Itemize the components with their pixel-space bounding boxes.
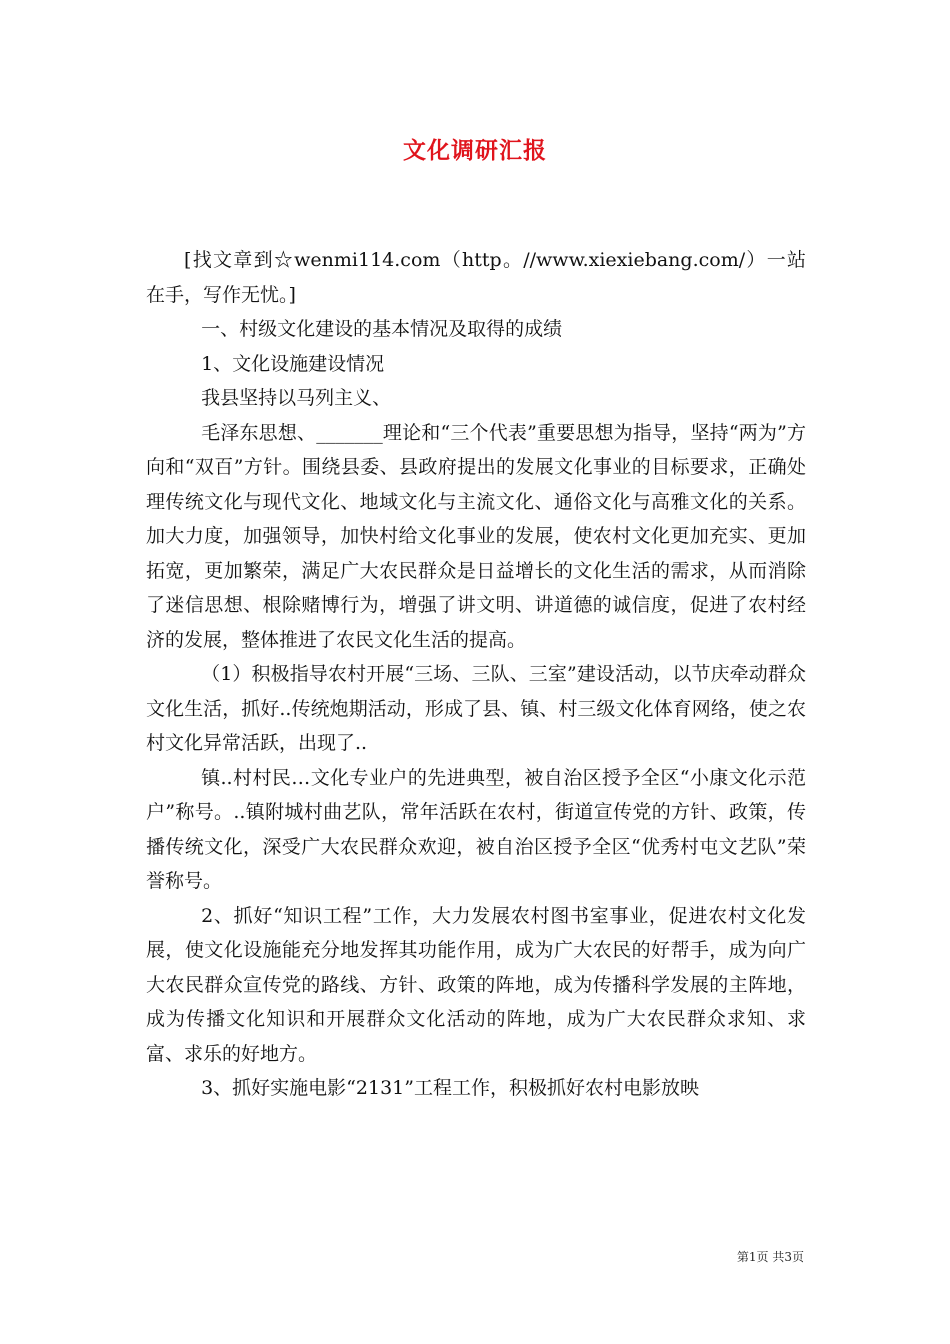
document-body bbox=[146, 243, 806, 1106]
paragraph-4: 镇..村村民…文化专业户的先进典型，被自治区授予全区“小康文化示范户”称号。..镇附城村曲艺队，常年活跃在农村，街道宣传党的方针、政策，传播传统文化，深受广大农民群众欢迎，被自治区授予全区“优秀村屯文艺队”荣誉称号。 bbox=[146, 766, 806, 892]
paragraph-6: 3、抓好实施电影“2131”工程工作，积极抓好农村电影放映 bbox=[201, 1077, 699, 1099]
paragraph-2: 毛泽东思想、_______理论和“三个代表”重要思想为指导，坚持“两为”方向和“双百”方针。围绕县委、县政府提出的发展文化事业的目标要求，正确处理传统文化与现代文化、地域文化与主流文化、通俗文化与高雅文化的关系。加大力度，加强领导，加快村给文化事业的发展，使农村文化更加充实、更加拓宽，更加繁荣，满足广大农民群众是日益增长的文化生活的需求，从而消除了迷信思想、根除赌博行为，增强了讲文明、讲道德的诚信度，促进了农村经济的发展，整体推进了农民文化生活的提高。 bbox=[146, 421, 806, 651]
page-number: 第1页 共3页 bbox=[736, 1250, 804, 1264]
subsection-heading-1: 1、文化设施建设情况 bbox=[201, 352, 385, 375]
paragraph-source-note: [找文章到☆wenmi114.com（http。//www.xiexiebang.com/）一站在手，写作无忧。] bbox=[146, 249, 806, 306]
paragraph-3: （1）积极指导农村开展“三场、三队、三室”建设活动，以节庆牵动群众文化生活，抓好..传统炮期活动，形成了县、镇、村三级文化体育网络，使之农村文化异常活跃，出现了.. bbox=[146, 663, 806, 754]
document-title: 文化调研汇报 bbox=[403, 137, 547, 164]
section-heading-1: 一、村级文化建设的基本情况及取得的成绩 bbox=[201, 318, 563, 340]
paragraph-1: 我县坚持以马列主义、 bbox=[201, 387, 392, 409]
paragraph-5: 2、抓好“知识工程”工作，大力发展农村图书室事业，促进农村文化发展，使文化设施能充分地发挥其功能作用，成为广大农民的好帮手，成为向广大农民群众宣传党的路线、方针、政策的阵地，成为传播科学发展的主阵地，成为传播文化知识和开展群众文化活动的阵地，成为广大农民群众求知、求富、求乐的好地方。 bbox=[146, 904, 806, 1065]
